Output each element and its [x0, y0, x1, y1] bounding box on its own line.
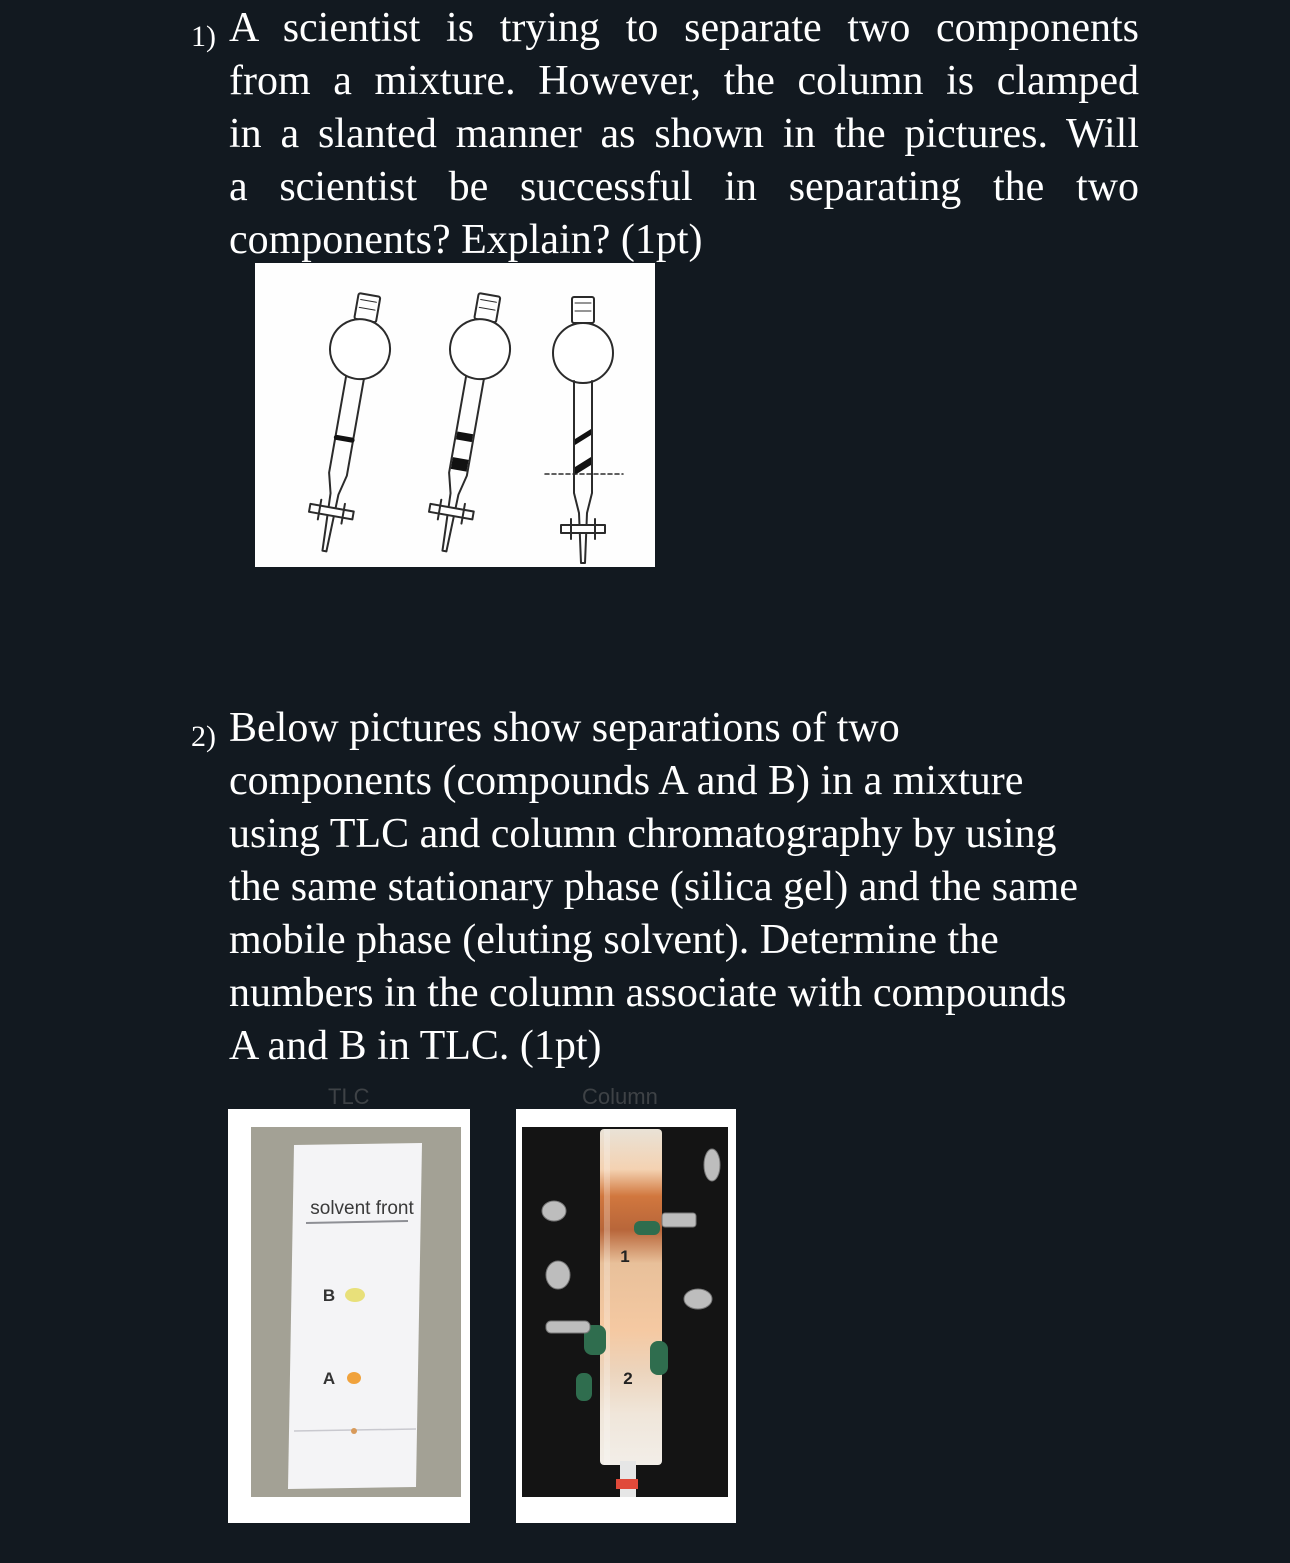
- question-2-line-1: Below pictures show separations of two: [229, 705, 900, 751]
- question-1-line-3: in a slanted manner as shown in the pictures. Will: [229, 111, 1139, 157]
- vertical-column-3: [545, 297, 623, 563]
- spot-b-label: B: [322, 1286, 336, 1305]
- question-2-line-6: numbers in the column associate with compounds: [229, 970, 1067, 1016]
- question-2-number: 2): [191, 720, 216, 753]
- question-1-line-2: from a mixture. However, the column is clamped: [229, 58, 1139, 104]
- origin-spot: [351, 1428, 357, 1434]
- question-2-line-4: the same stationary phase (silica gel) and the same: [229, 864, 1079, 910]
- solvent-front-label: solvent front: [310, 1198, 414, 1219]
- spot-a-label: A: [322, 1369, 336, 1388]
- tlc-photo: [228, 1109, 470, 1523]
- question-2: [191, 702, 1129, 1073]
- question-2-line-5: mobile phase (eluting solvent). Determine the: [229, 917, 999, 963]
- question-1-number: 1): [191, 20, 216, 53]
- band-2-label: 2: [623, 1369, 633, 1388]
- question-1-line-4: a scientist be successful in separating the two: [229, 164, 1139, 210]
- band-1-label: 1: [620, 1247, 630, 1266]
- tlc-plate: [288, 1143, 422, 1489]
- spot-a: [347, 1372, 361, 1384]
- column-photo: [516, 1109, 736, 1523]
- question-2-line-2: components (compounds A and B) in a mixture: [229, 758, 1024, 804]
- tlc-caption: TLC: [328, 1084, 370, 1109]
- column-caption: Column: [582, 1084, 658, 1109]
- spot-b: [345, 1288, 365, 1302]
- question-1-line-5: components? Explain? (1pt): [229, 217, 703, 263]
- question-2-line-3: using TLC and column chromatography by using: [229, 811, 1057, 857]
- slanted-column-1: [295, 290, 399, 556]
- slanted-columns-figure: [255, 263, 655, 567]
- question-2-line-7: A and B in TLC. (1pt): [229, 1023, 602, 1069]
- question-1-line-1: A scientist is trying to separate two components: [229, 5, 1139, 51]
- question-1: [191, 2, 1139, 267]
- slanted-column-2: [415, 290, 519, 556]
